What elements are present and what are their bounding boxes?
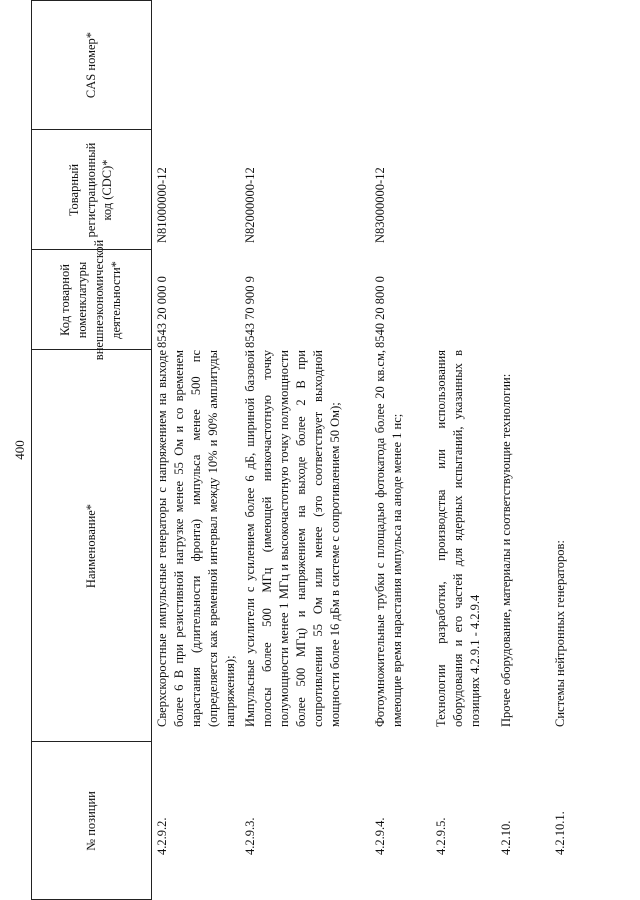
header-name: Наименование* — [83, 503, 98, 589]
header-cas: CAS номер* — [83, 31, 98, 99]
row-name: Импульсные усилители с усилением более 6 дБ, шириной базовой полосы более 500 МГц (имеющей низкочастотную точку полумощности менее 1 МГц и высокочастотную точку полумощности более 500 МГц) и напряжением на выходе более 2 В при сопротивлении 55 Ом или менее (это соответствует выходной мощности более 16 дБм в системе с сопротивлением 50 Ом); — [243, 350, 342, 727]
row-name: Сверхскоростные импульсные генераторы с напряжением на выходе более 6 В при резистивной нагрузке менее 55 Ом и со временем нарастания (длительности фронта) импульса менее 500 пс (определяется как временной интервал между 10% и 90% амплитуды напряжения); — [155, 350, 237, 727]
row-number: 4.2.9.3. — [243, 817, 257, 855]
row-tnved: 8540 20 800 0 — [373, 276, 387, 348]
row-number: 4.2.9.2. — [155, 817, 169, 855]
row-number: 4.2.10.1. — [553, 811, 567, 855]
row-cdc: N83000000-12 — [373, 167, 387, 243]
row-tnved: 8543 20 000 0 — [155, 276, 169, 348]
row-name: Прочее оборудование, материалы и соответствующие технологии: — [499, 373, 513, 727]
table-header — [31, 0, 151, 900]
page-number: 400 — [12, 440, 27, 460]
row-number: 4.2.9.5. — [434, 817, 448, 855]
row-number: 4.2.9.4. — [373, 817, 387, 855]
row-tnved: 8543 70 900 9 — [243, 276, 257, 348]
header-tnved: Код товарной номенклатуры внешнеэкономической деятельности* — [58, 239, 123, 361]
header-cdc: Товарный регистрационный код (CDC)* — [66, 142, 115, 238]
header-position: № позиции — [83, 791, 98, 851]
row-cdc: N81000000-12 — [155, 167, 169, 243]
table-header-bottom-border — [151, 0, 152, 900]
row-cdc: N82000000-12 — [243, 167, 257, 243]
row-name: Системы нейтронных генераторов: — [553, 540, 567, 727]
row-name: Технологии разработки, производства или использования оборудования и его частей для ядерных испытаний, указанных в позициях 4.2.9.1 - 4.2.9.4 — [434, 350, 482, 727]
row-name: Фотоумножительные трубки с площадью фотокатода более 20 кв.см, имеющие время нарастания импульса на аноде менее 1 нс; — [373, 350, 404, 727]
row-number: 4.2.10. — [499, 820, 513, 855]
